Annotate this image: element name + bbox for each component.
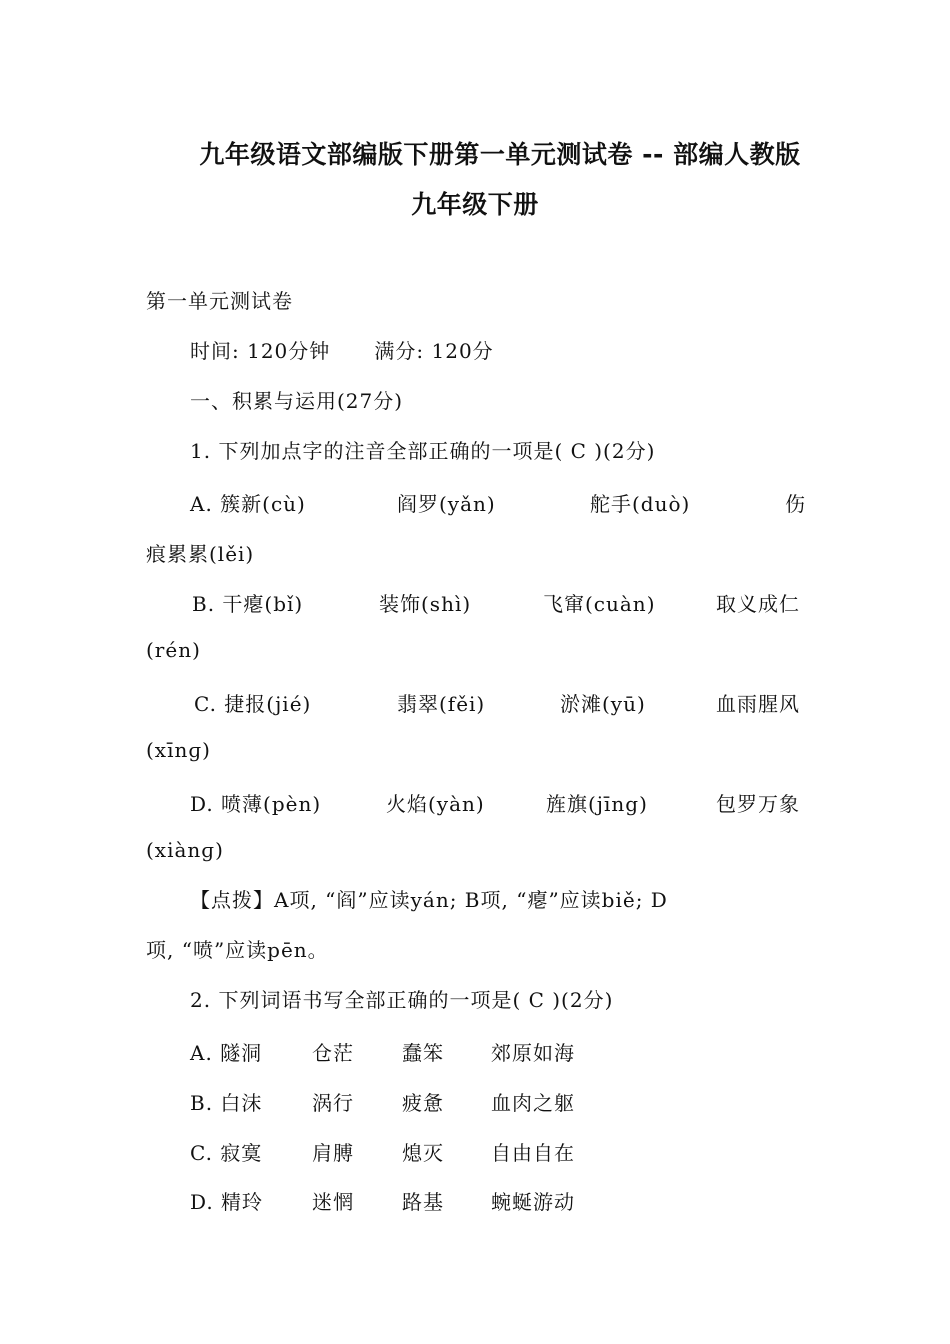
option-b-item-2: 装饰(shì) xyxy=(379,592,472,616)
document-title-line-2: 九年级下册 xyxy=(411,190,539,219)
option-d-item-1: D. 喷薄(pèn) xyxy=(190,792,322,816)
q2-option-b-item-4: 血肉之躯 xyxy=(491,1091,575,1115)
option-a-item-2: 阎罗(yǎn) xyxy=(397,492,496,516)
option-a-item-1: A. 簇新(cù) xyxy=(190,492,306,516)
option-c-item-4-end: (xīnɡ) xyxy=(146,738,211,762)
option-d-item-4-end: (xiànɡ) xyxy=(146,838,224,862)
option-b-item-3: 飞窜(cuàn) xyxy=(543,592,656,616)
q2-option-a-item-1: A. 隧洞 xyxy=(190,1041,263,1065)
q2-option-d-item-1: D. 精玲 xyxy=(190,1190,264,1214)
q2-option-b-item-1: B. 白沫 xyxy=(190,1091,263,1115)
question-1-tip-line-2: 项, “喷”应读pēn。 xyxy=(146,938,329,962)
q2-option-d-item-4: 蜿蜒游动 xyxy=(491,1190,575,1214)
q2-option-a-item-2: 仓茫 xyxy=(312,1041,354,1065)
q2-option-a-item-4: 郊原如海 xyxy=(491,1041,575,1065)
option-c-item-3: 淤滩(yū) xyxy=(560,692,646,716)
option-a-item-4-start: 伤 xyxy=(785,492,806,516)
option-a-item-3: 舵手(duò) xyxy=(590,492,691,516)
option-d-item-2: 火焰(yàn) xyxy=(386,792,485,816)
q2-option-c-item-3: 熄灭 xyxy=(402,1141,444,1165)
question-2-stem: 2. 下列词语书写全部正确的一项是( C )(2分) xyxy=(190,988,614,1012)
q2-option-b-item-3: 疲惫 xyxy=(402,1091,444,1115)
time-and-score: 时间: 120分钟 满分: 120分 xyxy=(190,339,494,363)
option-b-item-4-end: (rén) xyxy=(146,638,201,662)
unit-heading: 第一单元测试卷 xyxy=(146,289,293,313)
option-c-item-1: C. 捷报(jié) xyxy=(194,692,312,716)
option-c-item-2: 翡翠(fěi) xyxy=(397,692,486,716)
q2-option-a-item-3: 蠢笨 xyxy=(402,1041,444,1065)
option-b-item-1: B. 干瘪(bǐ) xyxy=(192,592,304,616)
option-d-item-4-start: 包罗万象 xyxy=(716,792,800,816)
option-b-item-4-start: 取义成仁 xyxy=(716,592,800,616)
option-a-item-4-end: 痕累累(lěi) xyxy=(146,542,255,566)
q2-option-d-item-2: 迷惘 xyxy=(312,1190,354,1214)
q2-option-c-item-4: 自由自在 xyxy=(491,1141,575,1165)
question-1-tip-line-1: 【点拨】A项, “阎”应读yán; B项, “瘪”应读biě; D xyxy=(190,888,668,912)
option-c-item-4-start: 血雨腥风 xyxy=(716,692,800,716)
q2-option-b-item-2: 涡行 xyxy=(312,1091,354,1115)
option-d-item-3: 旌旗(jīng) xyxy=(546,792,648,816)
document-title-line-1: 九年级语文部编版下册第一单元测试卷 -- 部编人教版 xyxy=(199,140,801,169)
q2-option-c-item-1: C. 寂寞 xyxy=(190,1141,263,1165)
q2-option-c-item-2: 肩膊 xyxy=(312,1141,354,1165)
q2-option-d-item-3: 路基 xyxy=(402,1190,444,1214)
question-1-stem: 1. 下列加点字的注音全部正确的一项是( C )(2分) xyxy=(190,439,656,463)
section-1-heading: 一、积累与运用(27分) xyxy=(190,389,404,413)
